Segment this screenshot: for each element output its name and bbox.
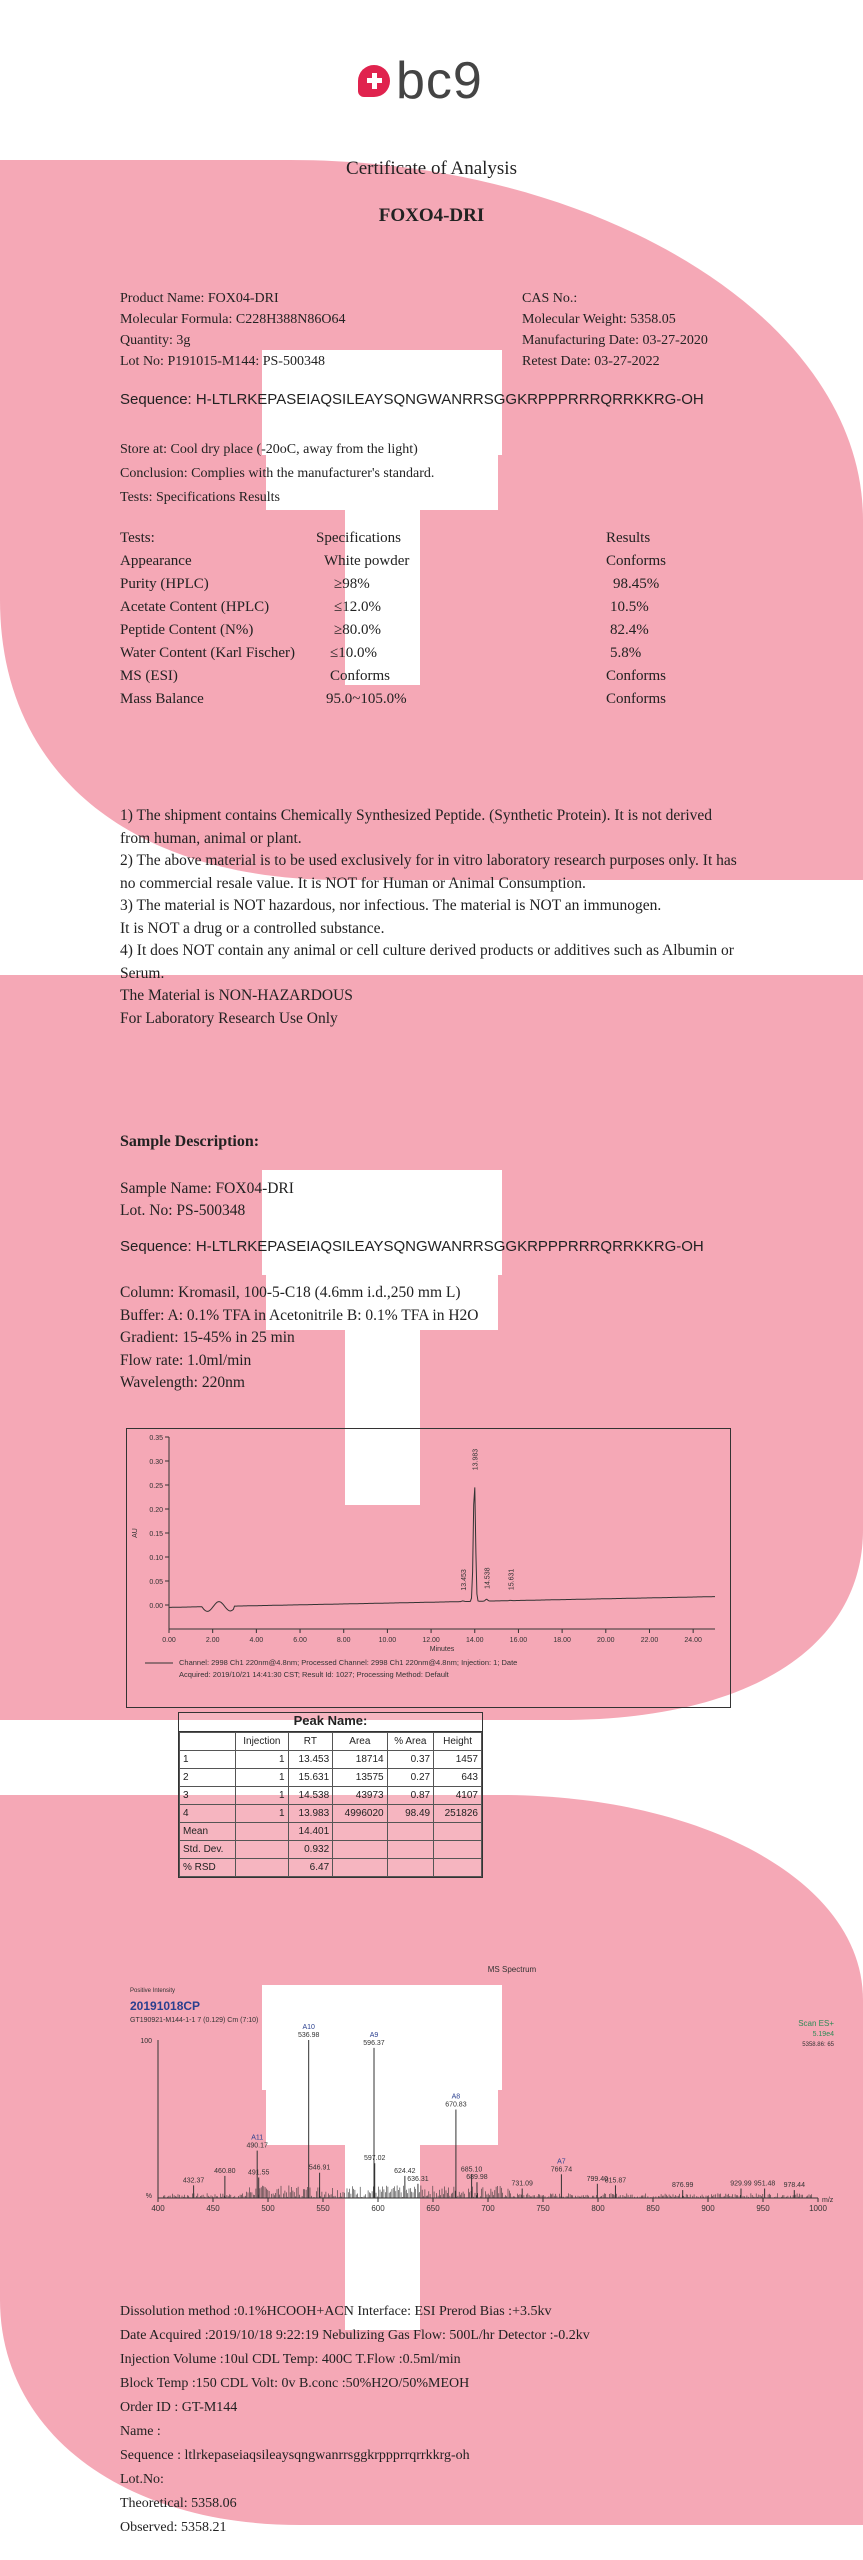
peak-table-cell: 14.401 bbox=[288, 1823, 333, 1841]
ms-conditions bbox=[120, 2300, 590, 2540]
sample-info bbox=[120, 1178, 294, 1222]
peak-table-cell: 0.27 bbox=[387, 1769, 434, 1787]
test-row bbox=[120, 596, 720, 619]
note-non-hazardous: The Material is NON-HAZARDOUS bbox=[120, 987, 353, 1004]
x-tick-label: 550 bbox=[316, 2204, 330, 2213]
peak-table-cell bbox=[333, 1859, 387, 1877]
test-result: 98.45% bbox=[613, 576, 660, 592]
ms-peak-label: 432.37 bbox=[182, 2177, 205, 2185]
scan-label: Scan ES+ bbox=[798, 2019, 834, 2028]
peak-label: 13.453 bbox=[460, 1569, 468, 1591]
x-tick-label: 8.00 bbox=[336, 1637, 351, 1644]
product-info-right bbox=[522, 288, 708, 372]
x-tick-label: 0.00 bbox=[162, 1637, 176, 1644]
peak-table-row bbox=[180, 1787, 482, 1805]
sample-lot: Lot. No: PS-500348 bbox=[120, 1202, 246, 1219]
x-tick-label: 950 bbox=[756, 2204, 770, 2213]
peak-table-cell: 6.47 bbox=[288, 1859, 333, 1877]
x-tick-label: 650 bbox=[426, 2204, 440, 2213]
tests-table bbox=[120, 527, 720, 711]
y-tick-label: 0.00 bbox=[149, 1603, 163, 1610]
x-tick-label: 20.00 bbox=[597, 1637, 615, 1644]
peak-table-cell: % Area bbox=[387, 1733, 434, 1751]
test-spec: White powder bbox=[324, 553, 410, 569]
peak-table-cell: RT bbox=[288, 1733, 333, 1751]
wavelength: Wavelength: 220nm bbox=[120, 1374, 245, 1391]
ms-peak-label: A10 bbox=[302, 2024, 315, 2031]
peak-table-cell bbox=[387, 1823, 434, 1841]
peak-table-title: Peak Name: bbox=[179, 1713, 482, 1732]
x-tick-label: 800 bbox=[591, 2204, 605, 2213]
peak-table-cell: Height bbox=[434, 1733, 482, 1751]
peak-table-cell bbox=[180, 1733, 236, 1751]
ms-peak-label: 491.55 bbox=[247, 2169, 270, 2177]
peak-table-cell: 13.983 bbox=[288, 1805, 333, 1823]
ms-spectrum-svg bbox=[112, 1960, 842, 2222]
peak-table-cell bbox=[236, 1841, 288, 1859]
test-spec: ≤12.0% bbox=[334, 599, 381, 615]
peak-table-cell: 98.49 bbox=[387, 1805, 434, 1823]
x-tick-label: 12.00 bbox=[422, 1637, 440, 1644]
peak-table-cell bbox=[434, 1823, 482, 1841]
test-spec: ≤10.0% bbox=[330, 645, 377, 661]
peak-table-cell bbox=[333, 1823, 387, 1841]
peak-table-cell: 15.631 bbox=[288, 1769, 333, 1787]
peak-table-cell: 4107 bbox=[434, 1787, 482, 1805]
sample-sequence: Sequence: H-LTLRKEPASEIAQSILEAYSQNGWANRRSGGKRPPPRRRQRRKKRG-OH bbox=[120, 1238, 704, 1255]
noise-floor bbox=[164, 2186, 812, 2199]
peak-table-cell bbox=[434, 1841, 482, 1859]
name-line: Name : bbox=[120, 2424, 161, 2439]
peak-table-cell bbox=[434, 1859, 482, 1877]
tests-header-result: Results bbox=[606, 530, 651, 546]
x-tick-label: 400 bbox=[151, 2204, 165, 2213]
product-name: Product Name: FOX04-DRI bbox=[120, 291, 279, 306]
ms-peak-label: A9 bbox=[369, 2031, 379, 2039]
tests-header bbox=[120, 527, 720, 550]
peak-table-header bbox=[180, 1733, 482, 1751]
ms-subtitle: GT190921-M144-1-1 7 (0.129) Cm (7:10) bbox=[130, 2017, 259, 2024]
y-tick-label: 0.35 bbox=[149, 1435, 163, 1442]
x-tick-label: 900 bbox=[701, 2204, 715, 2213]
peak-label: 15.631 bbox=[508, 1568, 516, 1591]
peak-table-cell: 14.538 bbox=[288, 1787, 333, 1805]
peak-table-cell bbox=[333, 1841, 387, 1859]
test-spec: ≥80.0% bbox=[334, 622, 381, 638]
peak-table-row bbox=[180, 1841, 482, 1859]
ms-peak-label: 636.31 bbox=[407, 2175, 429, 2183]
sample-heading: Sample Description: bbox=[120, 1133, 260, 1150]
note-4: 4) It does NOT contain any animal or cell culture derived products or additives such as Albumin or Serum. bbox=[120, 942, 734, 982]
x-tick-label: 4.00 bbox=[249, 1637, 264, 1644]
test-name: Peptide Content (N%) bbox=[120, 622, 254, 638]
test-spec: 95.0~105.0% bbox=[326, 691, 407, 707]
peak-table-grid bbox=[179, 1732, 482, 1877]
certificate-title: Certificate of Analysis bbox=[346, 158, 517, 179]
peak-table-row bbox=[180, 1751, 482, 1769]
y-tick-label: 100 bbox=[140, 2038, 152, 2045]
test-name: Acetate Content (HPLC) bbox=[120, 599, 270, 615]
retest-date: Retest Date: 03-27-2022 bbox=[522, 354, 660, 369]
molecular-formula: Molecular Formula: C228H388N86O64 bbox=[120, 312, 346, 327]
x-axis-label: Minutes bbox=[429, 1646, 455, 1653]
notes bbox=[120, 805, 740, 1030]
conclusion-line: Conclusion: Complies with the manufacturer's standard. bbox=[120, 466, 435, 481]
y-label-top: Positive Intensity bbox=[130, 1988, 176, 1994]
logo-text: bc9 bbox=[396, 52, 483, 110]
ms-peak-label: 766.74 bbox=[550, 2166, 573, 2174]
peak-table-cell: 13575 bbox=[333, 1769, 387, 1787]
note-2: 2) The above material is to be used exclusively for in vitro laboratory research purposes only. It has no commercial resale value. It is NOT for Human or Animal Consumption. bbox=[120, 852, 737, 892]
peak-table-cell: 1 bbox=[236, 1805, 288, 1823]
test-spec: Conforms bbox=[330, 668, 390, 684]
molecular-weight: Molecular Weight: 5358.05 bbox=[522, 312, 676, 327]
legend-text: Channel: 2998 Ch1 220nm@4.8nm; Processed Channel: 2998 Ch1 220nm@4.8nm; Injection: 1; Date bbox=[179, 1658, 518, 1667]
peak-table-cell: 0.932 bbox=[288, 1841, 333, 1859]
x-tick-label: 6.00 bbox=[293, 1637, 307, 1644]
flow-rate: Flow rate: 1.0ml/min bbox=[120, 1351, 252, 1369]
ms-peak-label: A8 bbox=[451, 2093, 461, 2101]
x-tick-label: 750 bbox=[536, 2204, 550, 2213]
peak-table-cell bbox=[236, 1823, 288, 1841]
ms-condition-line: Date Acquired :2019/10/18 9:22:19 Nebulizing Gas Flow: 500L/hr Detector :-0.2kv bbox=[120, 2328, 590, 2343]
peak-table-cell bbox=[387, 1841, 434, 1859]
product-info-left bbox=[120, 288, 346, 372]
buffer: Buffer: A: 0.1% TFA in Acetonitrile B: 0.1% TFA in H2O bbox=[120, 1306, 479, 1324]
y-axis-label: AU bbox=[132, 1528, 139, 1538]
sample-id: 20191018CP bbox=[130, 1999, 201, 2013]
peak-table-cell: % RSD bbox=[180, 1859, 236, 1877]
peak-table-cell bbox=[387, 1859, 434, 1877]
y-tick-label: 0.20 bbox=[149, 1507, 163, 1514]
manufacturing-date: Manufacturing Date: 03-27-2020 bbox=[522, 333, 708, 348]
test-row bbox=[120, 573, 720, 596]
peak-table-cell: 4 bbox=[180, 1805, 236, 1823]
order-id: Order ID : GT-M144 bbox=[120, 2400, 238, 2415]
test-spec: ≥98% bbox=[334, 576, 370, 592]
peak-table-cell: 43973 bbox=[333, 1787, 387, 1805]
peak-table-cell: Std. Dev. bbox=[180, 1841, 236, 1859]
peak-table-cell: 18714 bbox=[333, 1751, 387, 1769]
test-row bbox=[120, 619, 720, 642]
x-tick-label: 16.00 bbox=[509, 1637, 528, 1644]
ms-peak-label: 685.10 bbox=[460, 2166, 483, 2174]
test-result: 10.5% bbox=[610, 599, 649, 615]
y-tick-label: % bbox=[145, 2193, 152, 2200]
peak-table-cell: 1457 bbox=[434, 1751, 482, 1769]
peak-table-cell: Injection bbox=[236, 1733, 288, 1751]
peak-table-cell: Area bbox=[333, 1733, 387, 1751]
y-tick-label: 0.05 bbox=[149, 1579, 163, 1586]
peak-table-cell: 0.37 bbox=[387, 1751, 434, 1769]
peak-label: 14.538 bbox=[484, 1567, 492, 1589]
observed-mass: Observed: 5358.21 bbox=[120, 2520, 227, 2535]
ms-peak-label: 536.98 bbox=[297, 2032, 320, 2039]
peak-table-cell: 1 bbox=[236, 1769, 288, 1787]
lot-number: Lot No: P191015-M144: PS-500348 bbox=[120, 354, 325, 369]
test-result: Conforms bbox=[606, 668, 666, 684]
note-3: 3) The material is NOT hazardous, nor infectious. The material is NOT an immunogen. bbox=[120, 897, 662, 914]
peak-table-cell: 1 bbox=[236, 1751, 288, 1769]
ms-peak-label: A7 bbox=[557, 2158, 566, 2166]
peak-table-cell: 1 bbox=[236, 1787, 288, 1805]
test-row bbox=[120, 688, 720, 711]
peak-table-cell: 1 bbox=[180, 1751, 236, 1769]
lot-no-line: Lot.No: bbox=[120, 2472, 164, 2487]
column: Column: Kromasil, 100-5-C18 (4.6mm i.d.,250 mm L) bbox=[120, 1284, 461, 1301]
ms-spectrum bbox=[112, 1960, 842, 2222]
ms-peak-label: 670.83 bbox=[445, 2101, 467, 2109]
legend-text: Acquired: 2019/10/21 14:41:30 CST; Result Id: 1027; Processing Method: Default bbox=[179, 1670, 449, 1679]
x-tick-label: 22.00 bbox=[640, 1637, 659, 1644]
test-row bbox=[120, 665, 720, 688]
note-1: 1) The shipment contains Chemically Synthesized Peptide. (Synthetic Protein). It is not derived from human, animal or plant. bbox=[120, 807, 713, 847]
test-result: Conforms bbox=[606, 691, 666, 707]
sample-name: Sample Name: FOX04-DRI bbox=[120, 1180, 294, 1197]
note-3b: It is NOT a drug or a controlled substance. bbox=[120, 919, 385, 937]
x-tick-label: 1000 bbox=[809, 2204, 827, 2213]
ms-peak-label: 731.09 bbox=[511, 2180, 533, 2188]
x-tick-label: 2.00 bbox=[205, 1637, 220, 1644]
chromatogram-trace bbox=[169, 1487, 715, 1611]
ms-title: MS Spectrum bbox=[487, 1965, 537, 1974]
peak-table-cell: 3 bbox=[180, 1787, 236, 1805]
ms-peak-label: 596.37 bbox=[363, 2039, 385, 2047]
peak-table-cell: 643 bbox=[434, 1769, 482, 1787]
peak-table-cell bbox=[236, 1859, 288, 1877]
tests-line: Tests: Specifications Results bbox=[120, 490, 281, 505]
test-name: Appearance bbox=[120, 553, 192, 569]
x-tick-label: 600 bbox=[371, 2204, 385, 2213]
theoretical-mass: Theoretical: 5358.06 bbox=[120, 2496, 237, 2511]
x-tick-label: 10.00 bbox=[378, 1637, 397, 1644]
test-name: Purity (HPLC) bbox=[120, 576, 209, 592]
peak-table-cell: 0.87 bbox=[387, 1787, 434, 1805]
peak-table-row bbox=[180, 1805, 482, 1823]
x-tick-label: 500 bbox=[261, 2204, 275, 2213]
peak-table-cell: Mean bbox=[180, 1823, 236, 1841]
peak-table bbox=[178, 1712, 483, 1878]
storage-info bbox=[120, 438, 434, 510]
ms-peak-label: 624.42 bbox=[394, 2167, 416, 2175]
cas-number: CAS No.: bbox=[522, 291, 578, 306]
bc9-logo bbox=[358, 46, 483, 116]
ms-condition-line: Injection Volume :10ul CDL Temp: 400C T.Flow :0.5ml/min bbox=[120, 2352, 461, 2367]
test-row bbox=[120, 642, 720, 665]
x-tick-label: 18.00 bbox=[553, 1637, 571, 1644]
plus-badge-icon bbox=[358, 65, 390, 97]
hplc-chromatogram bbox=[126, 1428, 731, 1708]
product-title: FOXO4-DRI bbox=[378, 205, 485, 226]
ms-peak-label: 951.48 bbox=[753, 2180, 776, 2188]
y-tick-label: 0.30 bbox=[149, 1459, 163, 1466]
test-result: 82.4% bbox=[610, 622, 649, 638]
ms-peak-label: 815.87 bbox=[604, 2177, 627, 2185]
ms-peak-label: 597.02 bbox=[364, 2155, 386, 2163]
x-tick-label: 850 bbox=[646, 2204, 660, 2213]
y-tick-label: 0.25 bbox=[149, 1483, 163, 1490]
peak-table-cell: 251826 bbox=[434, 1805, 482, 1823]
ms-peak-label: 490.17 bbox=[246, 2142, 268, 2150]
ms-peak-label: 978.44 bbox=[783, 2182, 805, 2190]
scan-value: 5.19e4 bbox=[812, 2031, 834, 2038]
ms-peak-label: 876.99 bbox=[671, 2182, 694, 2190]
test-name: Water Content (Karl Fischer) bbox=[120, 645, 295, 661]
peak-label: 13.983 bbox=[472, 1448, 480, 1471]
ms-peak-label: A11 bbox=[251, 2134, 264, 2142]
test-row bbox=[120, 550, 720, 573]
scan-extra: 5358.86: 65 bbox=[802, 2042, 834, 2048]
hplc-conditions bbox=[120, 1282, 479, 1395]
chromatogram-svg bbox=[127, 1429, 730, 1707]
test-name: MS (ESI) bbox=[120, 668, 178, 684]
ms-peak-label: 546.91 bbox=[308, 2164, 331, 2172]
peak-table-cell: 2 bbox=[180, 1769, 236, 1787]
test-name: Mass Balance bbox=[120, 691, 204, 707]
ms-peak-label: 689.98 bbox=[466, 2174, 488, 2182]
x-tick-label: 700 bbox=[481, 2204, 495, 2213]
y-tick-label: 0.10 bbox=[149, 1555, 163, 1562]
peak-table-cell: 4996020 bbox=[333, 1805, 387, 1823]
test-result: 5.8% bbox=[610, 645, 642, 661]
y-tick-label: 0.15 bbox=[149, 1531, 163, 1538]
x-tick-label: 24.00 bbox=[684, 1637, 702, 1644]
x-axis-label: m/z bbox=[822, 2197, 834, 2204]
quantity: Quantity: 3g bbox=[120, 333, 191, 348]
ms-condition-line: Dissolution method :0.1%HCOOH+ACN Interface: ESI Prerod Bias :+3.5kv bbox=[120, 2304, 552, 2319]
ms-condition-line: Block Temp :150 CDL Volt: 0v B.conc :50%H2O/50%MEOH bbox=[120, 2376, 470, 2391]
x-tick-label: 450 bbox=[206, 2204, 220, 2213]
tests-header-spec: Specifications bbox=[316, 530, 401, 546]
x-tick-label: 14.00 bbox=[465, 1637, 484, 1644]
note-research-use: For Laboratory Research Use Only bbox=[120, 1009, 338, 1027]
storage-line: Store at: Cool dry place (-20oC, away from the light) bbox=[120, 442, 418, 457]
ms-sequence: Sequence : ltlrkepaseiaqsileaysqngwanrrsggkrppprrqrrkkrg-oh bbox=[120, 2448, 470, 2463]
peak-table-row bbox=[180, 1859, 482, 1877]
peak-table-row bbox=[180, 1769, 482, 1787]
ms-peak-label: 799.40 bbox=[586, 2175, 609, 2183]
peak-table-cell: 13.453 bbox=[288, 1751, 333, 1769]
ms-peak-label: 929.99 bbox=[730, 2180, 752, 2188]
ms-peak-label: 460.80 bbox=[214, 2167, 236, 2175]
test-result: Conforms bbox=[606, 553, 666, 569]
gradient: Gradient: 15-45% in 25 min bbox=[120, 1329, 295, 1346]
tests-header-test: Tests: bbox=[120, 530, 155, 546]
peak-table-row bbox=[180, 1823, 482, 1841]
sequence: Sequence: H-LTLRKEPASEIAQSILEAYSQNGWANRRSGGKRPPPRRRQRRKKRG-OH bbox=[120, 391, 704, 408]
